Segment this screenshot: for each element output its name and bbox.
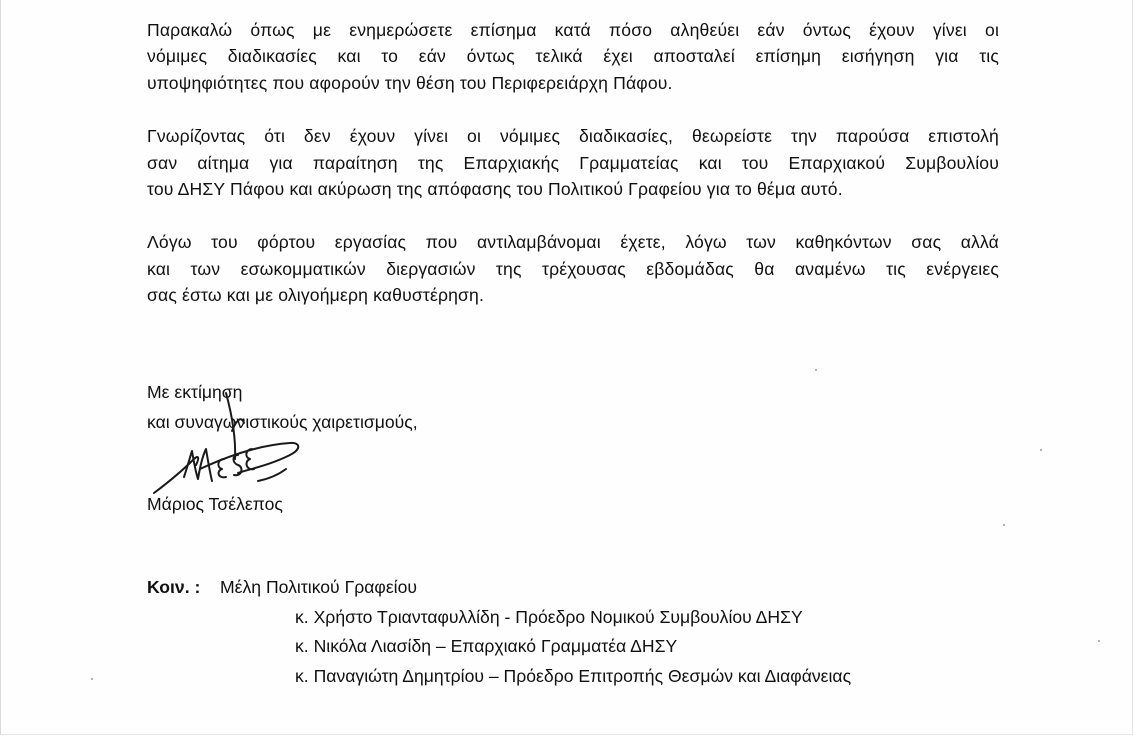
cc-recipient: κ. Παναγιώτη Δημητρίου – Πρόεδρο Επιτροπής Θεσμών και Διαφάνειας (295, 665, 852, 686)
paragraph-line: και των εσωκομματικών διεργασιών της τρέχουσας εβδομάδας θα αναμένω τις ενέργειες (147, 258, 999, 279)
paragraph-line: υποψηφιότητες που αφορούν την θέση του Περιφερειάρχη Πάφου. (147, 72, 673, 93)
paragraph-line: σας έστω και με ολιγοήμερη καθυστέρηση. (147, 285, 485, 306)
cc-recipient: Μέλη Πολιτικού Γραφείου (220, 577, 418, 597)
paragraph-line: νόμιμες διαδικασίες και το εάν όντως τελικά έχει αποσταλεί επίσημη εισήγηση για τις (147, 46, 999, 67)
paragraph-line: σαν αίτημα για παραίτηση της Επαρχιακής Γραμματείας και του Επαρχιακού Συμβουλίου (147, 152, 999, 173)
signer-name: Μάριος Τσέλεπος (147, 494, 283, 514)
scan-speck (815, 369, 817, 371)
paragraph-line: του ΔΗΣΥ Πάφου και ακύρωση της απόφασης του Πολιτικού Γραφείου για το θέμα αυτό. (147, 179, 843, 200)
paragraph-workload (147, 229, 999, 308)
closing-line-greetings: και συναγωνιστικούς χαιρετισμούς, (147, 412, 418, 432)
scan-speck (91, 678, 93, 680)
scan-speck (1040, 449, 1042, 451)
paragraph-line: Λόγω του φόρτου εργασίας που αντιλαμβάνομαι έχετε, λόγω των καθηκόντων σας αλλά (147, 232, 999, 253)
paragraph-line: Παρακαλώ όπως με ενημερώσετε επίσημα κατά πόσο αληθεύει εάν όντως έχουν γίνει οι (147, 20, 999, 40)
scan-speck (1003, 524, 1005, 526)
cc-recipient: κ. Νικόλα Λιασίδη – Επαρχιακό Γραμματέα ΔΗΣΥ (295, 636, 678, 656)
scan-speck (1098, 640, 1100, 642)
letter-body (147, 17, 999, 336)
cc-recipient-list (220, 573, 851, 691)
paragraph-request (147, 17, 999, 96)
closing-line-regards: Με εκτίμηση (147, 382, 243, 402)
handwritten-signature (140, 385, 310, 505)
cc-recipient: κ. Χρήστο Τριανταφυλλίδη - Πρόεδρο Νομικού Συμβουλίου ΔΗΣΥ (295, 606, 803, 627)
paragraph-line: Γνωρίζοντας ότι δεν έχουν γίνει οι νόμιμες διαδικασίες, θεωρείστε την παρούσα επιστολή (147, 126, 999, 147)
paragraph-resignation (147, 123, 999, 202)
cc-label: Κοιν. : (147, 577, 201, 597)
